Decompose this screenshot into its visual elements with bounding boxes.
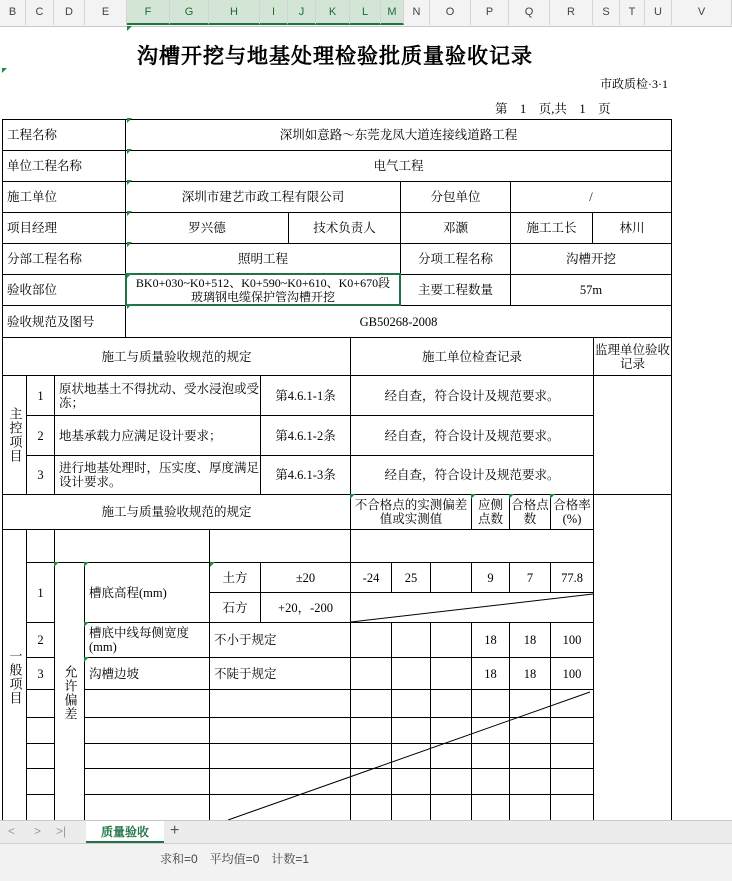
project-name-value[interactable]: 深圳如意路～东莞龙凤大道连接线道路工程 bbox=[125, 119, 672, 151]
general-item-2-tol[interactable]: 不小于规定 bbox=[209, 622, 351, 658]
foreman-value[interactable]: 林川 bbox=[592, 212, 672, 244]
diagonal-line-row1 bbox=[351, 594, 593, 622]
pm-label[interactable]: 项目经理 bbox=[2, 212, 126, 244]
foreman-label[interactable]: 施工工长 bbox=[510, 212, 593, 244]
main-rule-header[interactable]: 施工与质量验收规范的规定 bbox=[2, 337, 351, 376]
comment-indicator-icon bbox=[127, 180, 132, 185]
general-item-1-no[interactable]: 1 bbox=[26, 562, 55, 623]
main-item-3-desc[interactable]: 进行地基处理时，压实度、厚度满足设计要求。 bbox=[54, 455, 261, 495]
diagonal-line-empty bbox=[228, 692, 590, 820]
column-header-k[interactable]: K bbox=[316, 0, 350, 25]
general-item-3-name[interactable]: 沟槽边坡 bbox=[84, 657, 210, 690]
general-item-3-rate[interactable]: 100 bbox=[550, 657, 594, 690]
general-item-1-rate[interactable]: 77.8 bbox=[550, 562, 594, 593]
project-name-label[interactable]: 工程名称 bbox=[2, 119, 126, 151]
main-item-3-no[interactable]: 3 bbox=[26, 455, 55, 495]
contractor-label[interactable]: 施工单位 bbox=[2, 181, 126, 213]
comment-indicator-icon bbox=[84, 657, 89, 662]
spec-label[interactable]: 验收规范及图号 bbox=[2, 305, 126, 338]
column-header-g[interactable]: G bbox=[170, 0, 209, 25]
supervisor-header[interactable]: 监理单位验收记录 bbox=[593, 337, 672, 376]
comment-indicator-icon bbox=[127, 26, 132, 31]
general-item-1-pass[interactable]: 7 bbox=[509, 562, 551, 593]
division-value[interactable]: 照明工程 bbox=[125, 243, 401, 275]
subcontractor-label[interactable]: 分包单位 bbox=[400, 181, 511, 213]
main-item-1-desc[interactable]: 原状地基土不得扰动、受水浸泡或受冻； bbox=[54, 375, 261, 416]
column-header-c[interactable]: C bbox=[26, 0, 54, 25]
comment-indicator-icon bbox=[54, 562, 59, 567]
comment-indicator-icon bbox=[127, 304, 132, 309]
comment-indicator-icon bbox=[127, 211, 132, 216]
subcontractor-value[interactable]: / bbox=[510, 181, 672, 213]
spec-value[interactable]: GB50268-2008 bbox=[125, 305, 672, 338]
contractor-value[interactable]: 深圳市建艺市政工程有限公司 bbox=[125, 181, 401, 213]
comment-indicator-icon bbox=[84, 622, 89, 627]
main-item-1-clause[interactable]: 第4.6.1-1条 bbox=[260, 375, 351, 416]
general-item-3-pass[interactable]: 18 bbox=[509, 657, 551, 690]
column-header-f[interactable]: F bbox=[127, 0, 170, 25]
column-header-m[interactable]: M bbox=[381, 0, 404, 25]
column-header-n[interactable]: N bbox=[404, 0, 430, 25]
sheet-tab-quality[interactable]: 质量验收 bbox=[86, 821, 164, 843]
column-header-j[interactable]: J bbox=[288, 0, 316, 25]
comment-indicator-icon bbox=[2, 68, 7, 73]
general-rule-header[interactable]: 施工与质量验收规范的规定 bbox=[2, 494, 351, 530]
column-header-t[interactable]: T bbox=[620, 0, 645, 25]
pass-rate-header[interactable]: 合格率(%) bbox=[550, 494, 594, 530]
form-code: 市政质检·3·1 bbox=[600, 77, 668, 91]
comment-indicator-icon bbox=[350, 494, 355, 499]
comment-indicator-icon bbox=[210, 562, 215, 567]
main-check-header[interactable]: 施工单位检查记录 bbox=[350, 337, 594, 376]
status-summary: 求和=0 平均值=0 计数=1 bbox=[160, 852, 310, 866]
column-header-l[interactable]: L bbox=[350, 0, 381, 25]
column-header-r[interactable]: R bbox=[550, 0, 593, 25]
general-item-2-no[interactable]: 2 bbox=[26, 622, 55, 658]
general-item-1-tol2[interactable]: +20，-200 bbox=[260, 592, 351, 623]
pass-points-header[interactable]: 合格点数 bbox=[509, 494, 551, 530]
form-title: 沟槽开挖与地基处理检验批质量验收记录 bbox=[137, 43, 533, 68]
sheet-tab-bar bbox=[0, 820, 732, 843]
column-header-v[interactable]: V bbox=[672, 0, 732, 25]
main-control-group-label[interactable]: 主控项目 bbox=[2, 375, 27, 495]
tolerance-label[interactable]: 允许偏差 bbox=[54, 562, 85, 824]
general-item-2-name[interactable]: 槽底中线每侧宽度(mm) bbox=[84, 622, 210, 658]
general-item-2-should[interactable]: 18 bbox=[471, 622, 510, 658]
page-info: 第 1 页,共 1 页 bbox=[495, 102, 611, 116]
main-item-2-no[interactable]: 2 bbox=[26, 415, 55, 456]
division-label[interactable]: 分部工程名称 bbox=[2, 243, 126, 275]
comment-indicator-icon bbox=[471, 494, 476, 499]
subitem-value[interactable]: 沟槽开挖 bbox=[510, 243, 672, 275]
general-item-3-tol[interactable]: 不陡于规定 bbox=[209, 657, 351, 690]
quantity-value[interactable]: 57m bbox=[510, 274, 672, 306]
column-header-e[interactable]: E bbox=[85, 0, 127, 25]
nav-last-icon[interactable]: >| bbox=[56, 824, 67, 838]
measured-value-2[interactable]: 25 bbox=[391, 562, 431, 593]
general-group-label[interactable]: 一般项目 bbox=[2, 529, 27, 824]
general-item-1-sub2[interactable]: 石方 bbox=[209, 592, 261, 623]
main-item-2-desc[interactable]: 地基承载力应满足设计要求； bbox=[54, 415, 261, 456]
tech-label[interactable]: 技术负责人 bbox=[288, 212, 401, 244]
nav-first-icon[interactable]: < bbox=[8, 824, 16, 838]
unit-project-value[interactable]: 电气工程 bbox=[125, 150, 672, 182]
main-item-2-result[interactable]: 经自查，符合设计及规范要求。 bbox=[350, 415, 594, 456]
column-header-d[interactable]: D bbox=[54, 0, 85, 25]
comment-indicator-icon bbox=[127, 273, 132, 278]
main-item-2-clause[interactable]: 第4.6.1-2条 bbox=[260, 415, 351, 456]
main-item-3-clause[interactable]: 第4.6.1-3条 bbox=[260, 455, 351, 495]
comment-indicator-icon bbox=[509, 494, 514, 499]
add-sheet-icon[interactable]: + bbox=[170, 822, 180, 839]
comment-indicator-icon bbox=[550, 494, 555, 499]
general-item-3-no[interactable]: 3 bbox=[26, 657, 55, 690]
pm-value[interactable]: 罗兴德 bbox=[125, 212, 289, 244]
general-item-2-rate[interactable]: 100 bbox=[550, 622, 594, 658]
comment-indicator-icon bbox=[127, 149, 132, 154]
column-header-o[interactable]: O bbox=[430, 0, 471, 25]
column-header-i[interactable]: I bbox=[260, 0, 288, 25]
main-item-3-result[interactable]: 经自查，符合设计及规范要求。 bbox=[350, 455, 594, 495]
should-points-header[interactable]: 应侧点数 bbox=[471, 494, 510, 530]
nav-next-icon[interactable]: > bbox=[34, 824, 42, 838]
comment-indicator-icon bbox=[127, 118, 132, 123]
tech-value[interactable]: 邓灏 bbox=[400, 212, 511, 244]
general-item-1-sub1[interactable]: 土方 bbox=[209, 562, 261, 593]
main-item-1-no[interactable]: 1 bbox=[26, 375, 55, 416]
main-item-1-result[interactable]: 经自查，符合设计及规范要求。 bbox=[350, 375, 594, 416]
column-header-s[interactable]: S bbox=[593, 0, 620, 25]
measured-value-1[interactable]: -24 bbox=[350, 562, 392, 593]
general-item-1-should[interactable]: 9 bbox=[471, 562, 510, 593]
column-header-u[interactable]: U bbox=[645, 0, 672, 25]
comment-indicator-icon bbox=[127, 242, 132, 247]
column-header-b[interactable]: B bbox=[0, 0, 26, 25]
location-label[interactable]: 验收部位 bbox=[2, 274, 126, 306]
general-item-2-pass[interactable]: 18 bbox=[509, 622, 551, 658]
quantity-label[interactable]: 主要工程数量 bbox=[400, 274, 511, 306]
general-item-1-tol1[interactable]: ±20 bbox=[260, 562, 351, 593]
general-item-3-should[interactable]: 18 bbox=[471, 657, 510, 690]
status-bar bbox=[0, 843, 732, 881]
location-value[interactable]: BK0+030~K0+512、K0+590~K0+610、K0+670段玻璃钢电缆保护管沟槽开挖 bbox=[125, 274, 401, 306]
general-measured-header[interactable]: 不合格点的实测偏差值或实测值 bbox=[350, 494, 472, 530]
subitem-label[interactable]: 分项工程名称 bbox=[400, 243, 511, 275]
column-header-h[interactable]: H bbox=[209, 0, 260, 25]
general-item-1-name[interactable]: 槽底高程(mm) bbox=[84, 562, 210, 623]
column-header-p[interactable]: P bbox=[471, 0, 509, 25]
column-header-q[interactable]: Q bbox=[509, 0, 550, 25]
unit-project-label[interactable]: 单位工程名称 bbox=[2, 150, 126, 182]
comment-indicator-icon bbox=[84, 562, 89, 567]
